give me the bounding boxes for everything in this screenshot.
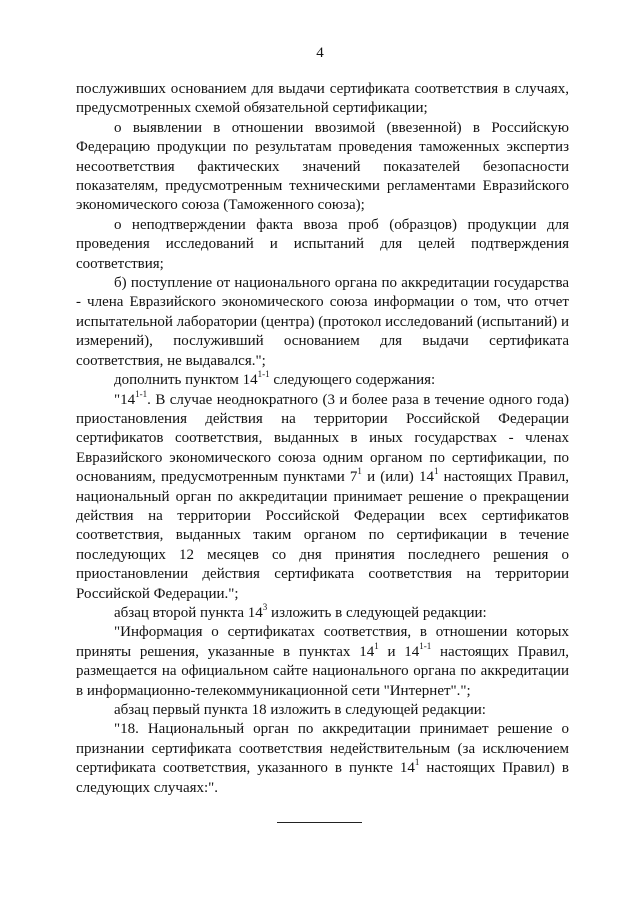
paragraph-customs-inspection: о выявлении в отношении ввозимой (ввезенной) в Российскую Федерацию продукции по результатам проведения таможенных экспертиз несоответствия фактических значений показателей безопасности показателям, предусмотренным техническими регламентами Евразийского экономического союза (Таможенного союза);	[76, 119, 569, 214]
paragraph-add-item-14-1-1: дополнить пунктом 14$^{1-1}$ следующего содержания:	[114, 369, 436, 389]
paragraph-import-not-confirmed: о неподтверждении факта ввоза проб (образцов) продукции для проведения исследований и испытаний для целей подтверждения соответствия;	[76, 216, 569, 272]
end-divider-line	[277, 822, 362, 823]
paragraph-item-14-3-text: "Информация о сертификатах соответствия, в отношении которых приняты решения, указанные в пунктах $14^1$ и 14$^{1-1}$ настоящих Правил, размещается на официальном сайте национального органа по аккредитации в информационно-телекоммуникационной сети "Интернет".";	[76, 624, 569, 699]
paragraph-amend-item-18: абзац первый пункта 18 изложить в следующей редакции:	[114, 702, 486, 718]
paragraph-item-14-1-1-text: "14$^{1-1}$. В случае неоднократного (3 и более раза в течение одного года) приостановления действия на территории Российской Федерации сертификатов соответствия, выданных в иных государствах - членах Евразийского экономического союза одним органом по сертификации, по основаниям, предусмотренным пунктами $7^1$ и (или) $14^1$ настоящих Правил, национальный орган по аккредитации принимает решение о прекращении действия на территории Российской Федерации всех сертификатов соответствия, выданных таким органом по сертификации в течение последующих 12 месяцев со дня принятия последнего решения о приостановлении действия сертификата соответствия на территории Российской Федерации.";	[76, 388, 569, 602]
paragraph-amend-item-14-3: абзац второй пункта $14^3$ изложить в следующей редакции:	[114, 601, 487, 621]
paragraph-subitem-b: б) поступление от национального органа по аккредитации государства - члена Евразийского экономического союза информации о том, что отчет испытательной лаборатории (центра) (протокол исследований (испытаний) и измерений), послуживший основанием для выдачи сертификата соответствия, не выдавался.";	[76, 275, 569, 369]
page-number: 4	[316, 45, 324, 61]
paragraph-item-18-text: "18. Национальный орган по аккредитации принимает решение о признании сертификата соответствия недействительным (за исключением сертификата соответствия, указанного в пункте $14^1$ настоящих Правил) в следующих случаях:".	[76, 721, 569, 796]
document-body	[76, 80, 569, 798]
paragraph-continuation: послуживших основанием для выдачи сертификата соответствия в случаях, предусмотренных схемой обязательной сертификации;	[76, 81, 569, 117]
